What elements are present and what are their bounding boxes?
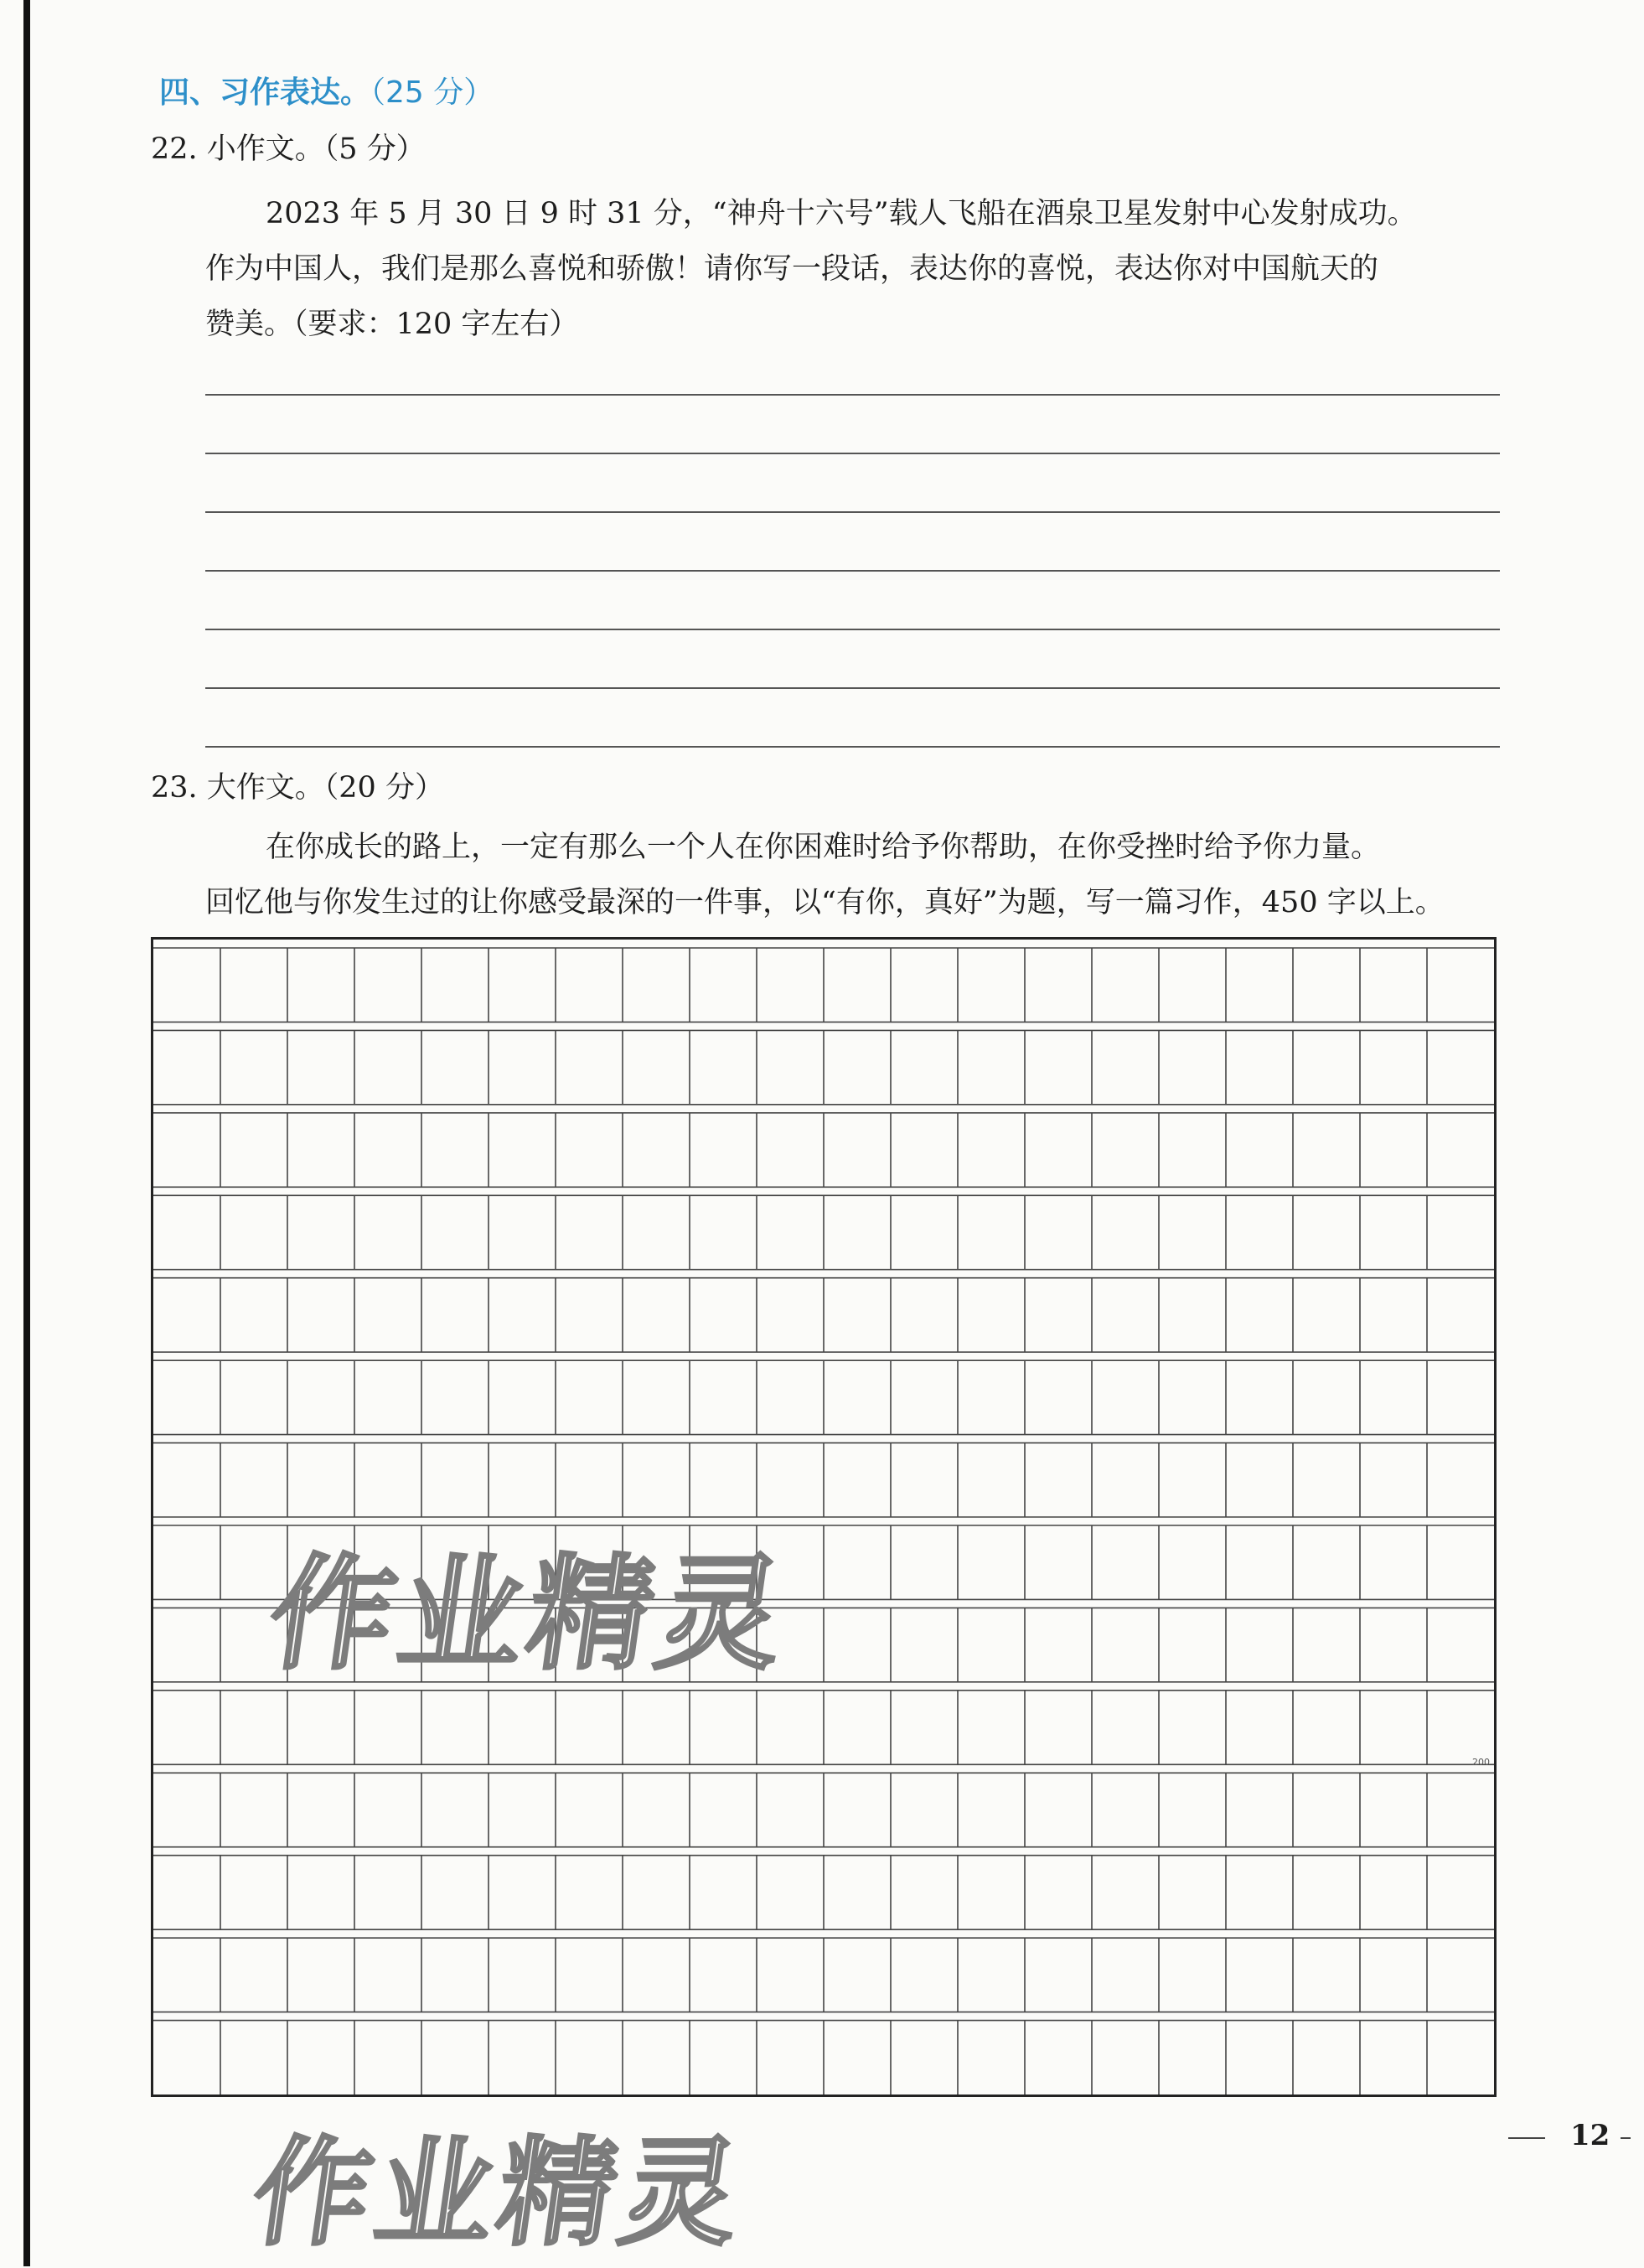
writing-line[interactable] <box>205 687 1500 689</box>
word-count-marker: 200 <box>1472 1757 1490 1768</box>
q23-prompt <box>205 820 1500 930</box>
writing-line[interactable] <box>205 570 1500 572</box>
section-points: （25 分） <box>370 75 494 110</box>
q22-prompt-line-3: 赞美。（要求：120 字左右） <box>205 308 579 341</box>
section-title-text: 四、习作表达。 <box>159 75 371 110</box>
watermark: 作业精灵 <box>261 1542 798 1686</box>
writing-line[interactable] <box>205 746 1500 748</box>
q22-prompt <box>205 186 1500 352</box>
q22-prompt-line-2: 作为中国人，我们是那么喜悦和骄傲！请你写一段话，表达你的喜悦，表达你对中国航天的 <box>205 252 1379 286</box>
writing-line[interactable] <box>205 453 1500 454</box>
page-dash-right <box>1621 2137 1631 2139</box>
writing-line[interactable] <box>205 511 1500 513</box>
watermark-bottom: 作业精灵 <box>244 2126 753 2262</box>
section-title <box>159 69 494 111</box>
writing-line[interactable] <box>205 394 1500 396</box>
q23-prompt-line-2: 回忆他与你发生过的让你感受最深的一件事，以“有你，真好”为题，写一篇习作，450 字以上。 <box>205 886 1445 919</box>
binding-spine <box>23 0 30 2266</box>
page-number: 12 <box>1570 2119 1610 2152</box>
q22-prompt-line-1: 2023 年 5 月 30 日 9 时 31 分，“神舟十六号”载人飞船在酒泉卫星发射中心发射成功。 <box>266 197 1417 230</box>
writing-line[interactable] <box>205 629 1500 630</box>
page-dash <box>1508 2137 1545 2139</box>
q23-prompt-line-1: 在你成长的路上，一定有那么一个人在你困难时给予你帮助，在你受挫时给予你力量。 <box>266 831 1381 864</box>
q22-heading: 22. 小作文。（5 分） <box>151 132 426 166</box>
q23-heading: 23. 大作文。（20 分） <box>151 771 444 805</box>
